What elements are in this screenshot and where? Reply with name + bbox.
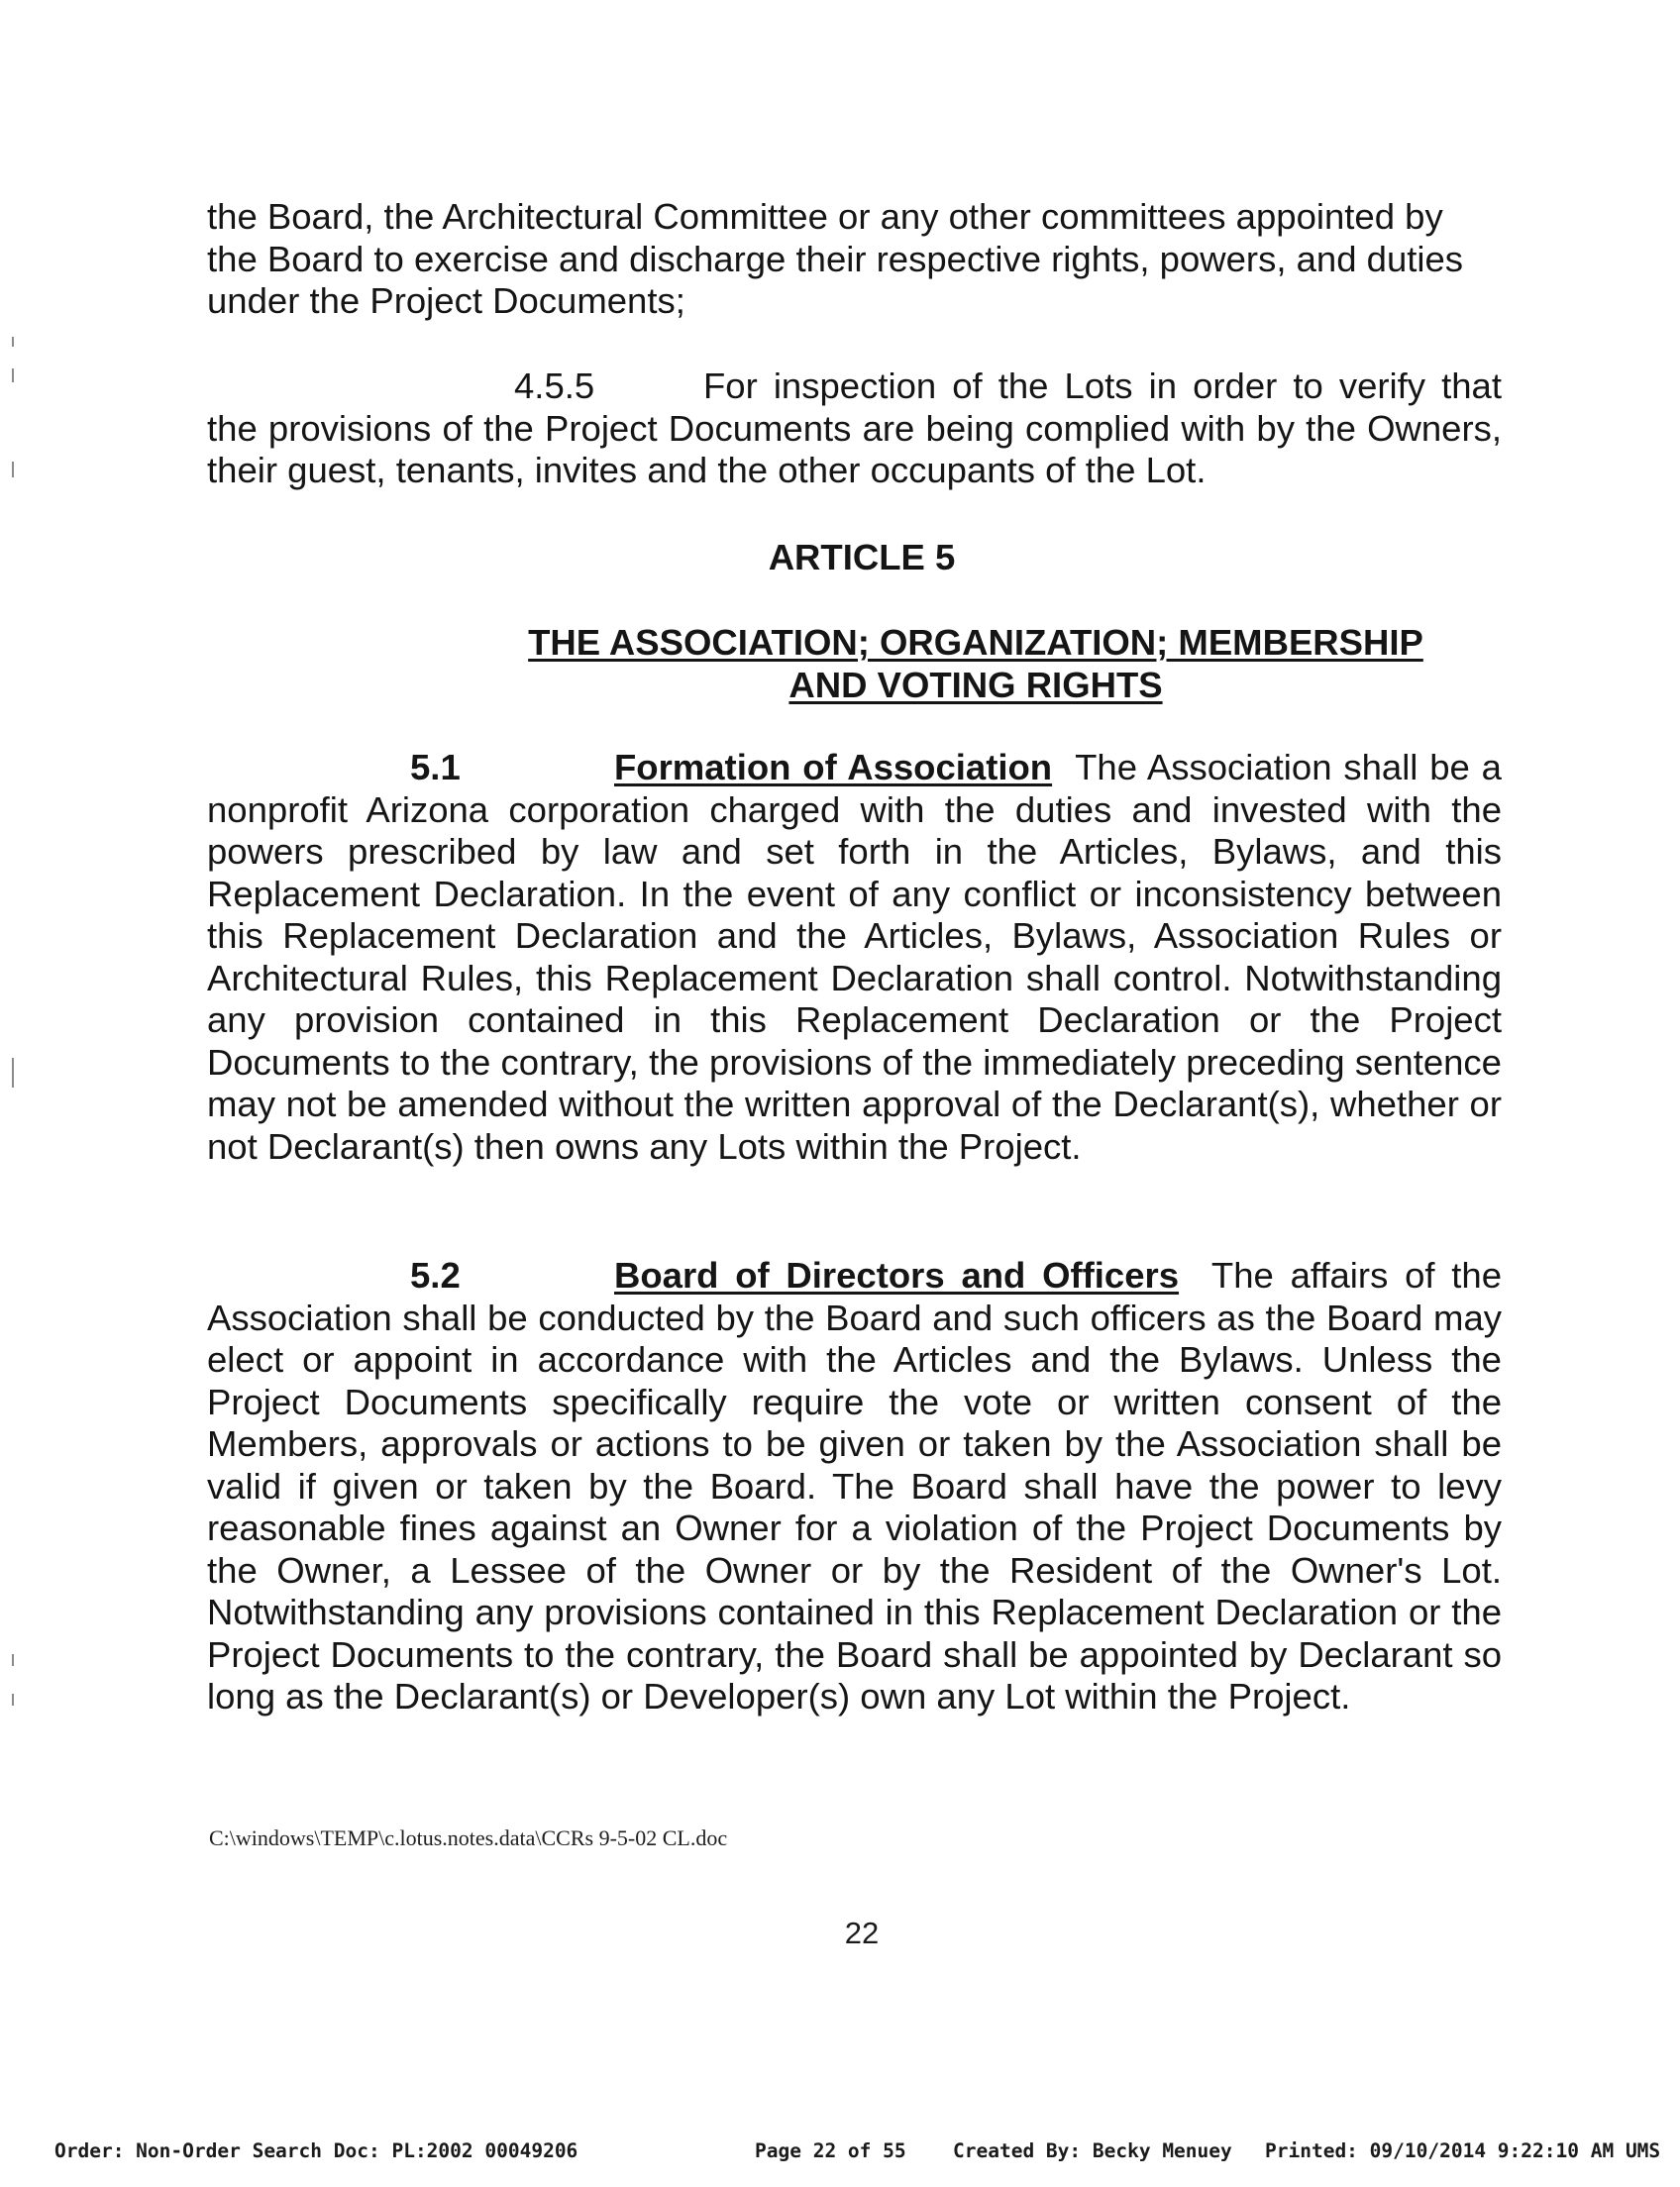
footer-created-by: Created By: Becky Menuey	[953, 2139, 1232, 2162]
intro-text: the Board, the Architectural Committee or any other committees appointed by the Board to exercise and discharge their respective rights, powers, and duties under the Project Documents;	[207, 196, 1464, 321]
footer-page-count: Page 22 of 55	[755, 2139, 906, 2162]
article-heading: ARTICLE 5	[768, 537, 956, 577]
section-5-1-paragraph	[207, 747, 1502, 1168]
article-title-line-1: THE ASSOCIATION; ORGANIZATION; MEMBERSHIP	[528, 622, 1423, 663]
footer-printed-date: Printed: 09/10/2014 9:22:10 AM UMS	[1265, 2139, 1661, 2162]
section-title: Board of Directors and Officers	[614, 1255, 1180, 1296]
section-5-2-paragraph	[207, 1255, 1502, 1718]
intro-paragraph	[207, 196, 1502, 323]
item-text: For inspection of the Lots in order to verify that the provisions of the Project Documents are being complied with by the Owners, their guest, tenants, invites and the other occupants of the Lot.	[207, 365, 1502, 490]
item-number: 4.5.5	[514, 365, 595, 406]
item-4-5-5-paragraph	[207, 365, 1502, 492]
article-title-line-2: AND VOTING RIGHTS	[788, 665, 1163, 705]
file-path: C:\windows\TEMP\c.lotus.notes.data\CCRs 9-5-02 CL.doc	[209, 1825, 728, 1850]
scan-mark	[12, 368, 14, 382]
scan-mark	[12, 1058, 14, 1088]
scan-mark	[12, 462, 14, 477]
section-number: 5.1	[410, 747, 461, 787]
section-text: The Association shall be a nonprofit Arizona corporation charged with the duties and invested with the powers prescribed by law and set forth in the Articles, Bylaws, and this Replacement Declaration. In the event of any conflict or inconsistency between this Replacement Declaration and the Articles, Bylaws, Association Rules or Architectural Rules, this Replacement Declaration shall control. Notwithstanding any provision contained in this Replacement Declaration or the Project Documents to the contrary, the provisions of the immediately preceding sentence may not be amended without the written approval of the Declarant(s), whether or not Declarant(s) then owns any Lots within the Project.	[207, 747, 1502, 1167]
section-text: The affairs of the Association shall be conducted by the Board and such officers as the Board may elect or appoint in accordance with the Articles and the Bylaws. Unless the Project Documents specifically require the vote or written consent of the Members, approvals or actions to be given or taken by the Association shall be valid if given or taken by the Board. The Board shall have the power to levy reasonable fines against an Owner for a violation of the Project Documents by the Owner, a Lessee of the Owner or by the Resident of the Owner's Lot. Notwithstanding any provisions contained in this Replacement Declaration or the Project Documents to the contrary, the Board shall be appointed by Declarant so long as the Declarant(s) or Developer(s) own any Lot within the Project.	[207, 1255, 1503, 1717]
page-number: 22	[844, 1916, 880, 1950]
section-title: Formation of Association	[614, 747, 1053, 787]
scan-mark	[12, 337, 14, 347]
print-footer	[0, 2139, 1680, 2165]
footer-order-doc: Order: Non-Order Search Doc: PL:2002 00049206	[54, 2139, 578, 2162]
scan-mark	[12, 1654, 14, 1666]
article-title	[466, 621, 1486, 706]
scan-mark	[12, 1694, 14, 1706]
section-number: 5.2	[410, 1255, 461, 1296]
